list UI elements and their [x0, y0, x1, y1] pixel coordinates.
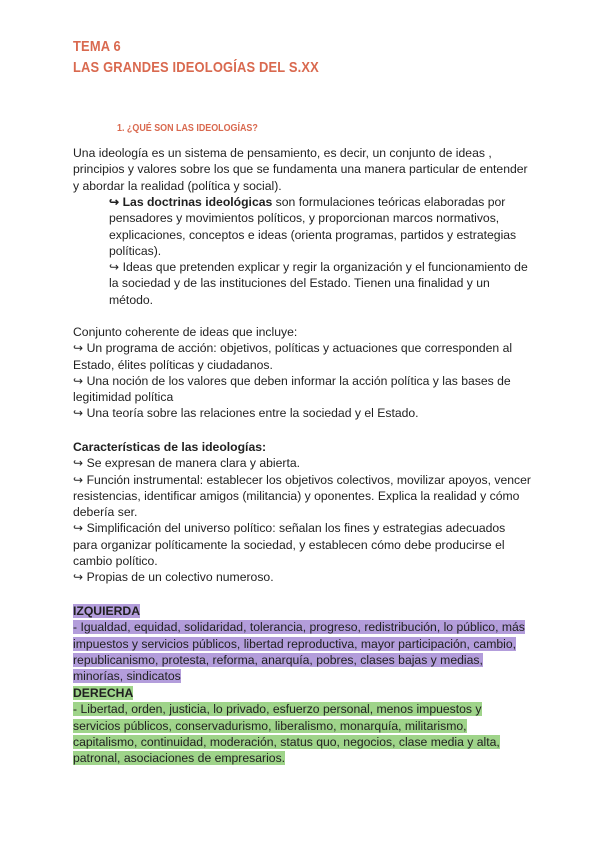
ideas-paragraph — [109, 259, 528, 308]
text-line: Estado, élites políticas y ciudadanos. — [73, 357, 273, 372]
derecha-block — [73, 685, 500, 766]
text-line: debería ser. — [73, 505, 138, 520]
text-line: la sociedad y de las instituciones del Estado. Tienen una finalidad y un — [109, 276, 490, 291]
highlighted-line: - Libertad, orden, justicia, lo privado, esfuerzo personal, menos impuestos y — [73, 702, 482, 717]
text-line: pensadores y movimientos políticos, y proporcionan marcos normativos, — [109, 211, 500, 226]
text-line: ↪ Una noción de los valores que deben informar la acción política y las bases de — [73, 373, 511, 388]
doctrinas-rest: son formulaciones teóricas elaboradas por — [272, 195, 506, 209]
highlighted-line: - Igualdad, equidad, solidaridad, tolerancia, progreso, redistribución, lo público, más — [73, 620, 525, 635]
text-line: legitimidad política — [73, 390, 174, 405]
text-line: y abordar la realidad (política y social). — [73, 178, 282, 193]
text-line: cambio político. — [73, 554, 158, 569]
text-line: para organizar políticamente la sociedad, y establecen cómo debe producirse el — [73, 537, 505, 552]
text-line: explicaciones, conceptos e ideas (orienta programas, partidos y estrategias — [109, 227, 517, 242]
conjunto-paragraph — [73, 324, 512, 422]
text-line: ↪ Propias de un colectivo numeroso. — [73, 570, 274, 585]
text-line: método. — [109, 292, 154, 307]
text-line: principios y valores sobre los que se fundamenta una manera particular de entender — [73, 162, 528, 177]
text-line: resistencias, identificar amigos (militancia) y oponentes. Explica la realidad y cómo — [73, 488, 520, 503]
text-line: ↪ Se expresan de manera clara y abierta. — [73, 456, 300, 471]
text-line: ↪ Una teoría sobre las relaciones entre la sociedad y el Estado. — [73, 406, 419, 421]
intro-paragraph — [73, 145, 528, 194]
highlighted-line: impuestos y servicios públicos, libertad reproductiva, mayor participación, cambio, — [73, 636, 517, 651]
text-line: Conjunto coherente de ideas que incluye: — [73, 325, 298, 339]
derecha-title: DERECHA — [73, 686, 134, 700]
izquierda-block — [73, 603, 525, 684]
caracteristicas-title: Características de las ideologías: — [73, 440, 267, 454]
text-line: ↪ Función instrumental: establecer los objetivos colectivos, movilizar apoyos, vencer — [73, 472, 531, 487]
text-line: Una ideología es un sistema de pensamiento, es decir, un conjunto de ideas , — [73, 146, 492, 160]
text-line: ↪ Un programa de acción: objetivos, políticas y actuaciones que corresponden al — [73, 341, 513, 356]
text-line: políticas). — [109, 243, 162, 258]
section-heading: 1. ¿QUÉ SON LAS IDEOLOGÍAS? — [117, 122, 258, 134]
text-line: ↪ Ideas que pretenden explicar y regir la organización y el funcionamiento de — [109, 260, 528, 274]
doctrinas-bold: ↪ Las doctrinas ideológicas — [109, 195, 273, 209]
page-title-line2: LAS GRANDES IDEOLOGÍAS DEL S.XX — [73, 59, 319, 76]
caracteristicas-paragraph — [73, 439, 531, 586]
doctrinas-paragraph — [109, 194, 516, 259]
text-line: ↪ Simplificación del universo político: señalan los fines y estrategias adecuados — [73, 521, 506, 536]
text-line — [109, 194, 516, 210]
highlighted-line: servicios públicos, conservadurismo, liberalismo, monarquía, militarismo, — [73, 718, 467, 733]
highlighted-line: capitalismo, continuidad, moderación, status quo, negocios, clase media y alta, — [73, 734, 500, 749]
highlighted-line: republicanismo, protesta, reforma, anarquía, pobres, clases bajas y medias, — [73, 652, 483, 667]
highlighted-line: minorías, sindicatos — [73, 669, 181, 684]
highlighted-line: patronal, asociaciones de empresarios. — [73, 751, 286, 766]
izquierda-title: IZQUIERDA — [73, 604, 141, 618]
page-title-line1: TEMA 6 — [73, 38, 121, 55]
